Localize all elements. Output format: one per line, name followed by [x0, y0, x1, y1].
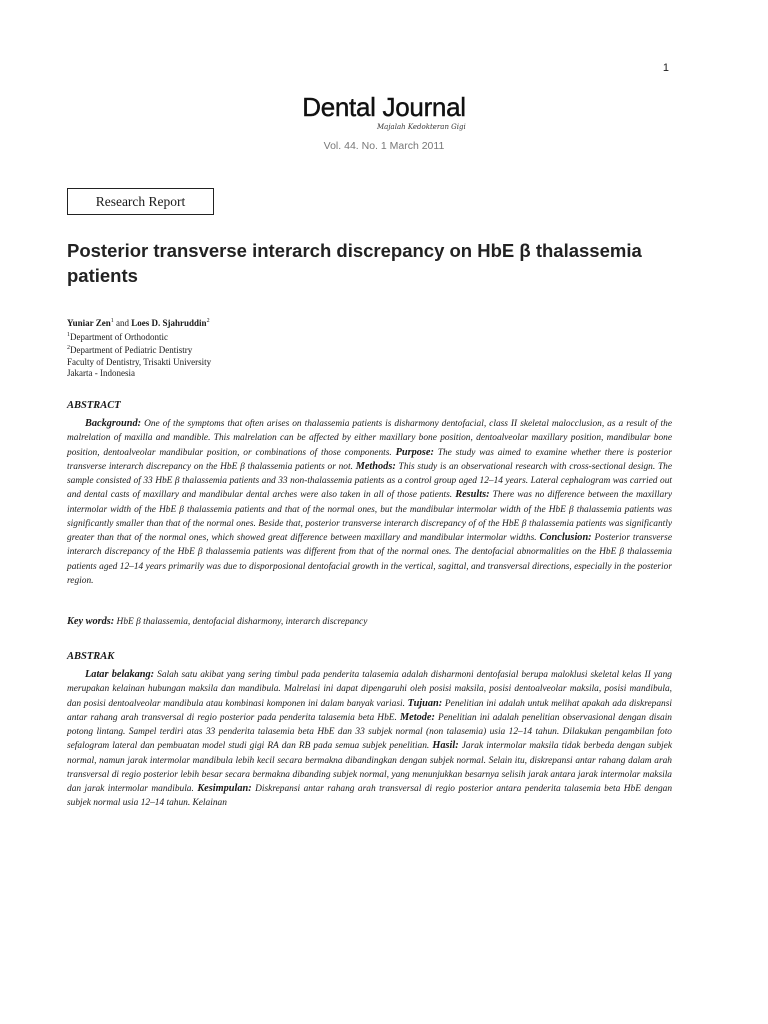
- page-number: 1: [662, 62, 669, 74]
- location: Jakarta - Indonesia: [67, 368, 135, 378]
- latar-label: Latar belakang:: [85, 669, 155, 680]
- abstract-heading: ABSTRACT: [67, 400, 121, 411]
- results-label: Results:: [455, 489, 490, 501]
- affiliation-1: $^1$Department of Orthodontic: [67, 331, 168, 342]
- purpose-label: Purpose:: [395, 446, 434, 458]
- keywords-label: Key words:: [67, 616, 115, 627]
- author-1-sup: 1: [110, 318, 114, 324]
- author-names: [67, 316, 467, 330]
- affiliation-2: $^2$Department of Pediatric Dentistry: [67, 345, 193, 355]
- metode-label: Metode:: [399, 711, 435, 723]
- journal-volume: Vol. 44. No. 1 March 2011: [323, 140, 445, 152]
- report-type-box: [67, 188, 214, 215]
- author-2-sup: 2: [206, 318, 210, 324]
- hasil-label: Hasil:: [432, 740, 459, 752]
- kesimpulan-label: Kesimpulan:: [197, 783, 252, 794]
- keywords: Key words: HbE β thalassemia, dentofacial disharmony, interarch discrepancy: [67, 616, 368, 627]
- article-title: Posterior transverse interarch discrepancy on HbE β thalassemia patients: [67, 240, 642, 286]
- methods-label: Methods:: [355, 460, 396, 472]
- author-2: Loes D. Sjahruddin: [131, 318, 207, 328]
- abstrak-heading: ABSTRAK: [67, 651, 115, 662]
- journal-subtitle: Majalah Kedokteran Gigi: [377, 123, 466, 131]
- journal-title: Dental Journal: [302, 92, 466, 122]
- author-conjunction: and: [113, 318, 132, 328]
- journal-masthead: [0, 92, 768, 131]
- faculty: Faculty of Dentistry, Trisakti University: [67, 356, 212, 367]
- abstract-body: Background: One of the symptoms that often arises on thalassemia patients is disharmony dentofacial, class II skeletal malocclusion, as a result of the malrelation of maxilla and mandible. This malrelation can be affected by either maxillary bone position, dentoalveolar maxillary position, mandibular bone position, dentoalveolar mandibular position, or combinations of those components. Purpose: The study was aimed to examine whether there is posterior transverse interarch discrepancy on the HbE β thalassemia patients or not. Methods: This study is an observational research with cross-sectional design. The sample consisted of 33 HbE β thalassemia patients and 33 non-thalassemia patients as a control group aged 12–14 years. Lateral cephalogram was carried out and dental casts of maxillary and mandibular dental arches were also taken in all of those patients. Results: There was no difference between the maxillary intermolar width of the HbE β thalassemia patients and that of the normal ones, but the mandibular intermolar width of the HbE β thalassemia patients was significantly smaller than that of the normal ones. Beside that, posterior transverse interarch discrepancy of of the HbE β thalassemia patients was significantly greater than that of the normal ones, which showed great difference between maxillary and mandibular intermolar widths. Conclusion: Posterior transverse interarch discrepancy of the HbE β thalassemia patients was different from that of the normal ones. The dentofacial abnormalities on the HbE β thalassemia patients aged 12–14 years primarily was due to disporposional dentofacial growth in the vertical, sagittal, and transversal directions, especially in the posterior region.: [67, 418, 673, 586]
- author-block: [67, 316, 467, 380]
- conclusion-label: Conclusion:: [539, 532, 592, 543]
- background-label: Background:: [85, 418, 142, 429]
- tujuan-label: Tujuan:: [407, 697, 443, 709]
- report-type-label: Research Report: [95, 193, 186, 209]
- abstrak-body: Latar belakang: Salah satu akibat yang sering timbul pada penderita talasemia adalah disharmoni dentofasial berupa maloklusi skeletal kelas II yang merupakan kelainan hubungan maksila dan mandibula. Malrelasi ini dapat dipengaruhi oleh posisi maksila, posisi dentoalveolar maksila, posisi mandibula, dan posisi dentoalveolar mandibula atau kombinasi komponen ini dalam banyak variasi. Tujuan: Penelitian ini adalah untuk melihat apakah ada diskrepansi antar rahang arah transversal di regio posterior pada penderita talasemia beta HbE. Metode: Penelitian ini adalah penelitian observasional dengan disain potong lintang. Sampel terdiri atas 33 penderita talasemia beta HbE dan 33 subjek normal (non talasemia) usia 12–14 tahun. Dilakukan pengambilan foto sefalogram lateral dan pembuatan model studi gigi RA dan RB pada semua subjek penelitian. Hasil: Jarak intermolar maksila tidak berbeda dengan subjek normal, namun jarak intermolar mandibula lebih kecil secara bermakna dibandingkan dengan subjek normal. Selain itu, diskrepansi antar rahang dalam arah transversal di regio posterior lebih besar secara bermakna dibanding subjek normal, yang menunjukkan besarnya selisih jarak antara jarak intermolar maksila dan jarak intermolar mandibula. Kesimpulan: Diskrepansi antar rahang arah transversal di regio posterior antara penderita talasemia beta HbE dengan subjek normal usia 12–14 tahun. Kelainan: [67, 669, 673, 809]
- author-1: Yuniar Zen: [67, 318, 111, 328]
